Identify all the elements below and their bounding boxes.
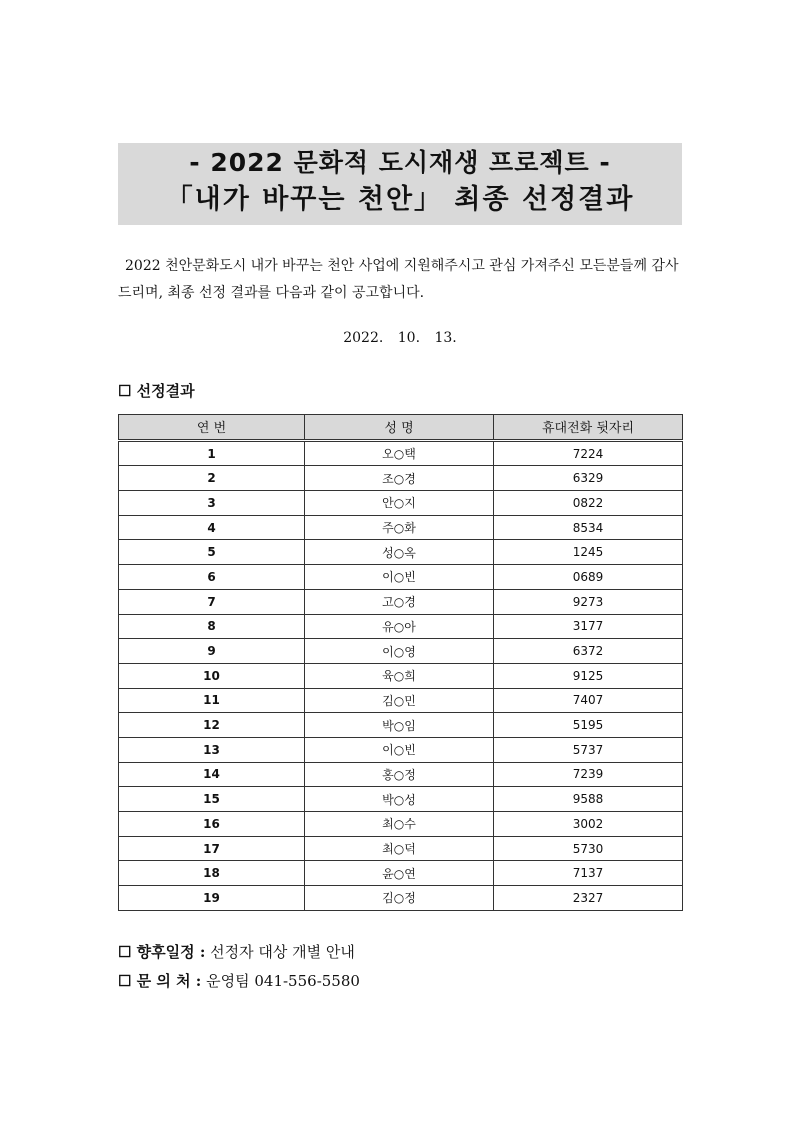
contact-label: ☐ 문 의 처 :	[118, 972, 202, 990]
row-number: 11	[119, 688, 305, 713]
table-row	[119, 639, 683, 664]
row-number: 17	[119, 836, 305, 861]
table-row	[119, 762, 683, 787]
row-number: 14	[119, 762, 305, 787]
row-number: 18	[119, 861, 305, 886]
row-number: 8	[119, 614, 305, 639]
row-phone: 3177	[494, 614, 683, 639]
row-number: 7	[119, 589, 305, 614]
table-row	[119, 688, 683, 713]
row-phone: 6372	[494, 639, 683, 664]
table-header-row	[119, 415, 683, 441]
contact-line	[118, 970, 360, 991]
row-phone: 5730	[494, 836, 683, 861]
row-number: 1	[119, 440, 305, 466]
row-phone: 5737	[494, 737, 683, 762]
title-line1: - 2022 문화적 도시재생 프로젝트 -	[189, 148, 611, 177]
row-name: 이○빈	[305, 737, 494, 762]
row-name: 홍○정	[305, 762, 494, 787]
row-phone: 0689	[494, 565, 683, 590]
table-row	[119, 589, 683, 614]
table-row	[119, 886, 683, 911]
table-row	[119, 713, 683, 738]
row-phone: 8534	[494, 515, 683, 540]
row-name: 주○화	[305, 515, 494, 540]
table-row	[119, 861, 683, 886]
row-phone: 7224	[494, 440, 683, 466]
row-number: 5	[119, 540, 305, 565]
row-name: 최○수	[305, 812, 494, 837]
announcement-date: 2022. 10. 13.	[343, 330, 457, 346]
title-line2: 「내가 바꾸는 천안」 최종 선정결과	[165, 184, 635, 215]
row-name: 김○정	[305, 886, 494, 911]
row-name: 고○경	[305, 589, 494, 614]
row-name: 성○옥	[305, 540, 494, 565]
row-number: 6	[119, 565, 305, 590]
table-row	[119, 540, 683, 565]
row-phone: 7407	[494, 688, 683, 713]
row-phone: 9588	[494, 787, 683, 812]
row-number: 9	[119, 639, 305, 664]
row-number: 10	[119, 663, 305, 688]
row-number: 15	[119, 787, 305, 812]
row-number: 16	[119, 812, 305, 837]
row-name: 박○임	[305, 713, 494, 738]
table-row	[119, 491, 683, 516]
schedule-label: ☐ 향후일정 :	[118, 943, 206, 961]
row-name: 안○지	[305, 491, 494, 516]
row-phone: 6329	[494, 466, 683, 491]
table-row	[119, 787, 683, 812]
table-row	[119, 515, 683, 540]
row-phone: 9125	[494, 663, 683, 688]
results-table	[118, 414, 683, 911]
row-phone: 5195	[494, 713, 683, 738]
title-box	[118, 143, 682, 225]
row-name: 최○덕	[305, 836, 494, 861]
header-name: 성 명	[305, 415, 494, 441]
row-name: 이○영	[305, 639, 494, 664]
table-row	[119, 466, 683, 491]
row-phone: 3002	[494, 812, 683, 837]
table-row	[119, 663, 683, 688]
row-name: 박○성	[305, 787, 494, 812]
row-name: 육○희	[305, 663, 494, 688]
row-name: 김○민	[305, 688, 494, 713]
row-number: 3	[119, 491, 305, 516]
table-row	[119, 565, 683, 590]
row-number: 12	[119, 713, 305, 738]
row-phone: 0822	[494, 491, 683, 516]
row-phone: 2327	[494, 886, 683, 911]
contact-value: 운영팀 041-556-5580	[206, 972, 360, 990]
row-phone: 7137	[494, 861, 683, 886]
row-name: 유○아	[305, 614, 494, 639]
row-number: 4	[119, 515, 305, 540]
table-row	[119, 614, 683, 639]
row-phone: 9273	[494, 589, 683, 614]
row-phone: 7239	[494, 762, 683, 787]
results-section-heading: ☐ 선정결과	[118, 382, 195, 400]
header-phone: 휴대전화 뒷자리	[494, 415, 683, 441]
row-number: 2	[119, 466, 305, 491]
row-name: 윤○연	[305, 861, 494, 886]
row-name: 이○빈	[305, 565, 494, 590]
schedule-line	[118, 941, 355, 962]
intro-paragraph: 2022 천안문화도시 내가 바꾸는 천안 사업에 지원해주시고 관심 가져주신 모든분들께 감사드리며, 최종 선정 결과를 다음과 같이 공고합니다.	[118, 258, 679, 301]
table-row	[119, 836, 683, 861]
row-number: 19	[119, 886, 305, 911]
row-number: 13	[119, 737, 305, 762]
table-row	[119, 812, 683, 837]
schedule-value: 선정자 대상 개별 안내	[210, 943, 355, 961]
row-name: 조○경	[305, 466, 494, 491]
header-number: 연 번	[119, 415, 305, 441]
row-name: 오○택	[305, 440, 494, 466]
table-row	[119, 440, 683, 466]
row-phone: 1245	[494, 540, 683, 565]
table-row	[119, 737, 683, 762]
